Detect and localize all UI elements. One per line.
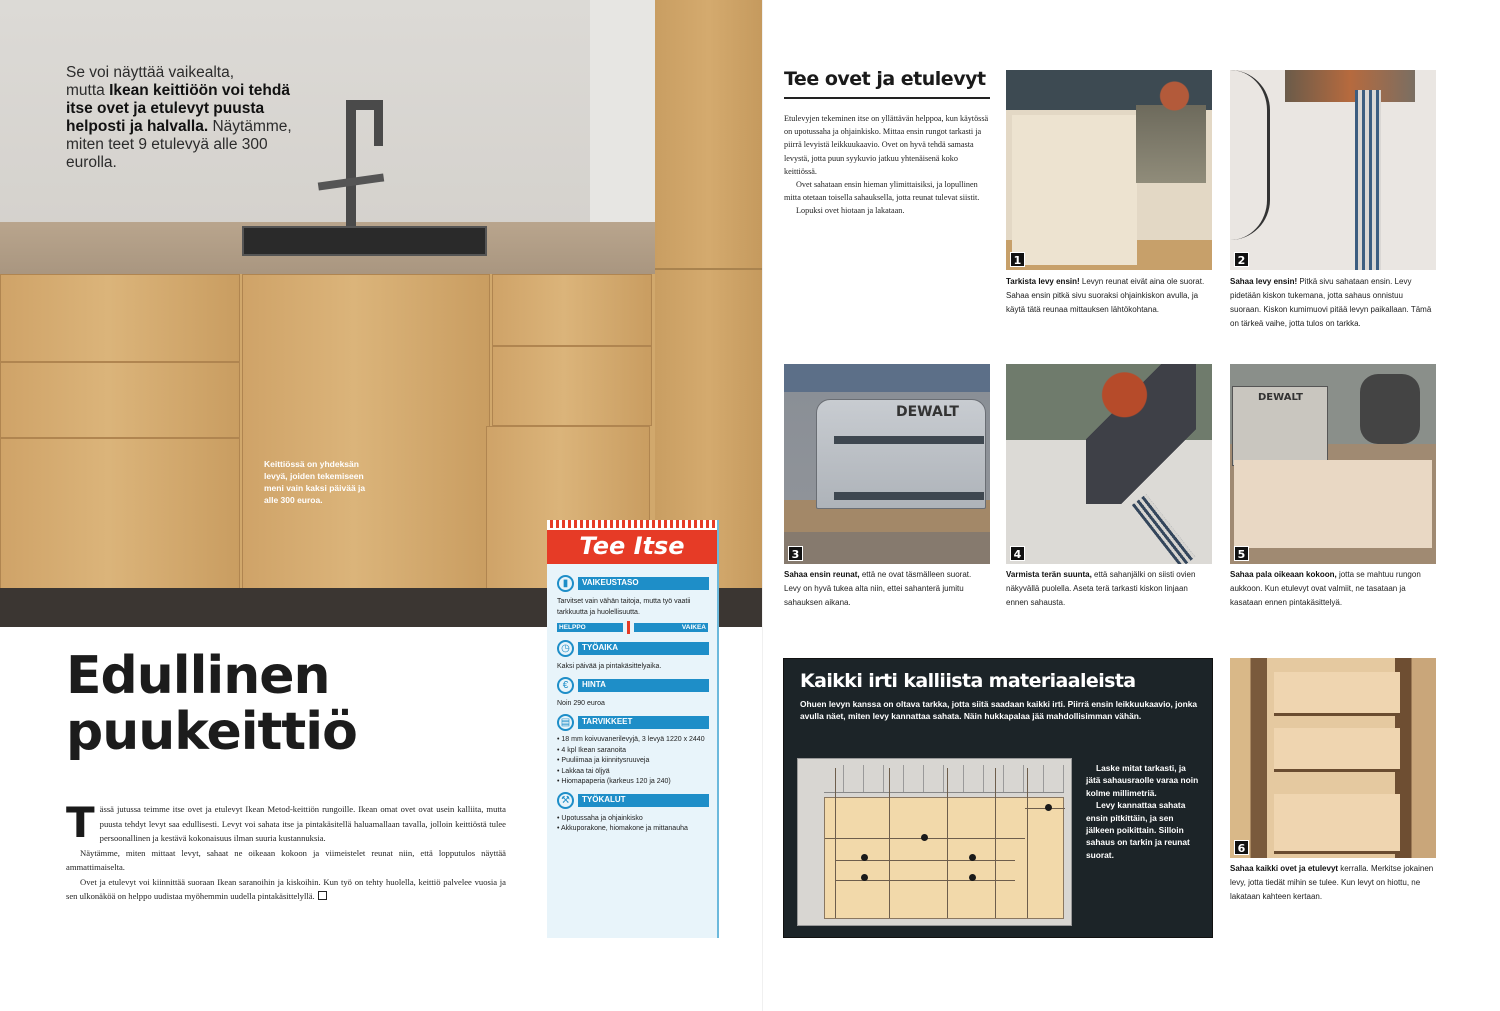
cabinet-door: [242, 274, 490, 590]
saw-brand-logo: DEWALT: [896, 404, 959, 420]
step-caption-1: [1006, 275, 1212, 317]
intro-paragraph: Lopuksi ovet hiotaan ja lakataan.: [796, 206, 905, 216]
clock-icon: ◷: [557, 640, 574, 657]
hero-intro-line: Näytämme, miten teet 9 etulevyä alle 300 eurolla.: [66, 118, 292, 171]
list-item: • 4 kpl Ikean saranoita: [557, 746, 709, 757]
step-caption-bold: Sahaa levy ensin!: [1230, 277, 1298, 286]
materials-box-title: Kaikki irti kalliista materiaaleista: [800, 670, 1136, 692]
intro-paragraph: Etulevyjen tekeminen itse on yllättävän helppoa, kun käytössä on upotussaha ja ohjainkisko. Mittaa ensin rungot tarkasti ja piirrä levyistä leikkuukaavio. Ovet on hyvä tehdä samasta levystä, jotta puun syykuvio jatkuu yhtenäisenä koko keittiössä.: [784, 114, 989, 176]
section-text: Kaksi päivää ja pintakäsittelyaika.: [557, 663, 662, 670]
step-photo-2: [1230, 70, 1436, 270]
faucet-spout: [374, 100, 383, 146]
tee-itse-header: [547, 520, 717, 564]
saw-slot: [834, 436, 984, 444]
plank: [1274, 728, 1400, 772]
tall-cabinet: [655, 0, 762, 600]
page-headline: [66, 648, 357, 760]
drawer-front: [0, 362, 240, 438]
materials-icon: ▤: [557, 714, 574, 731]
tools-list: [557, 814, 709, 835]
tee-itse-title: Tee Itse: [579, 532, 685, 560]
section-materials: [557, 712, 709, 732]
body-paragraph: Ovet ja etulevyt voi kiinnittää suoraan Ikean saranoihin ja kiskoihin. Kun työ on tehty huolella, keittiö palvelee vuosia ja sen ulkonäköä on helppo uudistaa myöhemmin uudella pintakäsittelyllä.: [66, 876, 506, 901]
meter-low-label: HELPPO: [557, 623, 623, 632]
step-photo-5: [1230, 364, 1436, 564]
list-item: • 18 mm koivuvanerilevyjä, 3 levyä 1220 x 2440: [557, 735, 709, 746]
step-caption-bold: Varmista terän suunta,: [1006, 570, 1092, 579]
step-caption-text: Pitkä sivu sahataan ensin. Levy pidetään kiskon tukemana, jotta sahaus onnistuu suoraan. Kiskon kumimuovi pitää levyn paikallaan. Tämä on tärkeä vaihe, jotta tulos on tarkka.: [1230, 277, 1432, 328]
saw-slot: [834, 492, 984, 500]
difficulty-meter: [557, 621, 709, 634]
step-caption-bold: Sahaa kaikki ovet ja etulevyt: [1230, 864, 1339, 873]
list-item: • Upotussaha ja ohjainkisko: [557, 814, 709, 825]
list-item: • Akkuporakone, hiomakone ja mittanauha: [557, 824, 709, 835]
cutting-plan-diagram: [797, 758, 1072, 926]
step-photo-1: [1006, 70, 1212, 270]
step-number: 2: [1234, 252, 1249, 267]
tee-itse-box: [547, 520, 719, 938]
drawer-front: [492, 346, 652, 426]
plan-line: [1027, 768, 1028, 918]
step-caption-text: kerralla. Merkitse jokainen levy, jotta tiedät mihin se tulee. Kun levyt on hiottu, ne lakataan kahteen kertaan.: [1230, 864, 1434, 901]
section-label: TYÖKALUT: [578, 794, 709, 807]
plan-marker: [969, 854, 976, 861]
intro-paragraph: Ovet sahataan ensin hieman ylimittaisiksi, ja lopullinen mitta otetaan toisella sahauksella, jotta reunat tulevat siistit.: [784, 180, 980, 203]
plan-marker: [921, 834, 928, 841]
photo-caption: Keittiössä on yhdeksän levyä, joiden tekemiseen meni vain kaksi päivää ja alle 300 euroa.: [264, 459, 366, 505]
plan-line: [835, 768, 836, 918]
plank: [1274, 672, 1400, 716]
step-caption-bold: Sahaa pala oikeaan kokoon,: [1230, 570, 1337, 579]
step-number: 5: [1234, 546, 1249, 561]
body-paragraph: Näytämme, miten mittaat levyt, sahaat ne oikeaan kokoon ja viimeistelet reunat niin, että lopputulos näyttää ammattimaiselta.: [66, 847, 506, 872]
step-caption-text: Levyn reunat eivät aina ole suorat. Sahaa ensin pitkä sivu suoraksi ohjainkiskon avulla, ja käytä tätä reunaa mittauksen lähtökohtana.: [1006, 277, 1205, 314]
step-photo-6: [1230, 658, 1436, 858]
step-photo-3: [784, 364, 990, 564]
materials-box: [783, 658, 1213, 938]
body-paragraph: ässä jutussa teimme itse ovet ja etulevyt Ikean Metod-keittiön rungoille. Ikean omat ovet ovat usein kalliita, mutta puusta tehdyt levyt saa edullisesti. Levyt voi sahata itse ja pintakäsitellä haluamallaan tavalla, jolloin keittiöstä tulee persoonallinen ja kestävä kokonaisuus ilman suuria kustannuksia.: [99, 804, 506, 843]
section-intro: [784, 112, 990, 218]
step-caption-bold: Sahaa ensin reunat,: [784, 570, 860, 579]
step-number: 1: [1010, 252, 1025, 267]
price-icon: €: [557, 677, 574, 694]
section-tools: [557, 791, 709, 811]
step-caption-text: että ne ovat täsmälleen suorat. Levy on hyvä tukea alta niin, ettei sahanterä jumitu sahauksen aikana.: [784, 570, 972, 607]
hero-intro-line: Se voi näyttää vaikealta,: [66, 64, 235, 81]
step-caption-6: [1230, 862, 1436, 904]
person: [1136, 78, 1206, 228]
drawer-front: [492, 274, 652, 346]
difficulty-marker: [627, 621, 630, 634]
meter-high-label: VAIKEA: [634, 623, 708, 632]
section-difficulty: [557, 573, 709, 593]
section-time: [557, 638, 709, 658]
step-caption-2: [1230, 275, 1436, 331]
hero-intro-line: mutta: [66, 82, 110, 99]
side-paragraph: Laske mitat tarkasti, ja jätä sahausraolle varaa noin kolme millimetriä.: [1086, 763, 1199, 798]
sink: [242, 226, 487, 256]
section-label: VAIKEUSTASO: [578, 577, 709, 590]
section-label: TARVIKKEET: [578, 716, 709, 729]
list-item: • Puuliimaa ja kiinnitysruuveja: [557, 756, 709, 767]
power-cord: [1230, 70, 1270, 240]
plan-line: [995, 768, 996, 918]
drawer-front: [0, 274, 240, 362]
wall-panel: [590, 0, 660, 260]
difficulty-icon: ▮: [557, 575, 574, 592]
materials-box-side: [1086, 762, 1202, 861]
title-rule: [784, 97, 990, 99]
plywood-board: [1234, 460, 1432, 548]
section-title: Tee ovet ja etulevyt: [784, 68, 986, 90]
plan-marker: [861, 874, 868, 881]
list-item: • Lakkaa tai öljyä: [557, 767, 709, 778]
step-caption-3: [784, 568, 990, 610]
headline-line-2: puukeittiö: [66, 702, 357, 762]
step-caption-5: [1230, 568, 1436, 610]
end-mark-icon: [318, 891, 327, 900]
person: [1086, 364, 1196, 504]
plan-marker: [861, 854, 868, 861]
step-number: 6: [1234, 840, 1249, 855]
guide-rail: [1355, 90, 1381, 270]
hero-intro: [66, 64, 311, 172]
saw-brand-logo: DEWALT: [1258, 392, 1303, 403]
person: [1285, 70, 1415, 102]
plan-board: [824, 797, 1064, 919]
side-paragraph: Levy kannattaa sahata ensin pitkittäin, ja sen jälkeen poikittain. Silloin sahaus on tarkin ja reunat suorat.: [1086, 800, 1190, 860]
section-label: TYÖAIKA: [578, 642, 709, 655]
step-number: 4: [1010, 546, 1025, 561]
headline-line-1: Edullinen: [66, 646, 330, 706]
section-label: HINTA: [578, 679, 709, 692]
step-caption-bold: Tarkista levy ensin!: [1006, 277, 1080, 286]
step-caption-text: että sahanjälki on siisti ovien näkyvällä puolella. Aseta terä tarkasti kiskon linjaan ennen sahausta.: [1006, 570, 1196, 607]
guide-rail: [1132, 494, 1195, 564]
page-gutter: [762, 0, 763, 1011]
plan-line: [947, 768, 948, 918]
drawer-front: [0, 438, 240, 590]
plan-line: [889, 768, 890, 918]
ruler-ticks: [547, 520, 717, 530]
plan-ruler: [824, 765, 1064, 793]
plan-marker: [1045, 804, 1052, 811]
list-item: • Hiomapaperia (karkeus 120 ja 240): [557, 777, 709, 788]
plan-marker: [969, 874, 976, 881]
article-body: [66, 798, 506, 904]
step-number: 3: [788, 546, 803, 561]
section-price: [557, 675, 709, 695]
step-caption-text: jotta se mahtuu rungon aukkoon. Kun etulevyt ovat valmiit, ne tasataan ja kasataan ennen pintakäsittelyä.: [1230, 570, 1421, 607]
hero-intro-bold: Ikean keittiöön voi tehdä itse ovet ja etulevyt puusta helposti ja halvalla.: [66, 82, 290, 135]
tools-icon: ⚒: [557, 792, 574, 809]
shoe: [1360, 374, 1420, 444]
step-caption-4: [1006, 568, 1212, 610]
section-text: Noin 290 euroa: [557, 700, 605, 707]
materials-list: [557, 735, 709, 788]
section-text: Tarvitset vain vähän taitoja, mutta työ vaatii tarkkuutta ja huolellisuutta.: [557, 598, 691, 616]
faucet: [346, 100, 356, 226]
drop-cap: T: [66, 798, 95, 847]
materials-box-intro: Ohuen levyn kanssa on oltava tarkka, jotta siitä saadaan kaikki irti. Piirrä ensin leikkuukaavio, jonka avulla näet, miten levy kannattaa sahata. Näin hukkapalaa jää mahdollisimman vähän.: [800, 699, 1198, 721]
step-photo-4: [1006, 364, 1212, 564]
plank: [1274, 794, 1400, 854]
plywood-board: [1012, 115, 1137, 265]
